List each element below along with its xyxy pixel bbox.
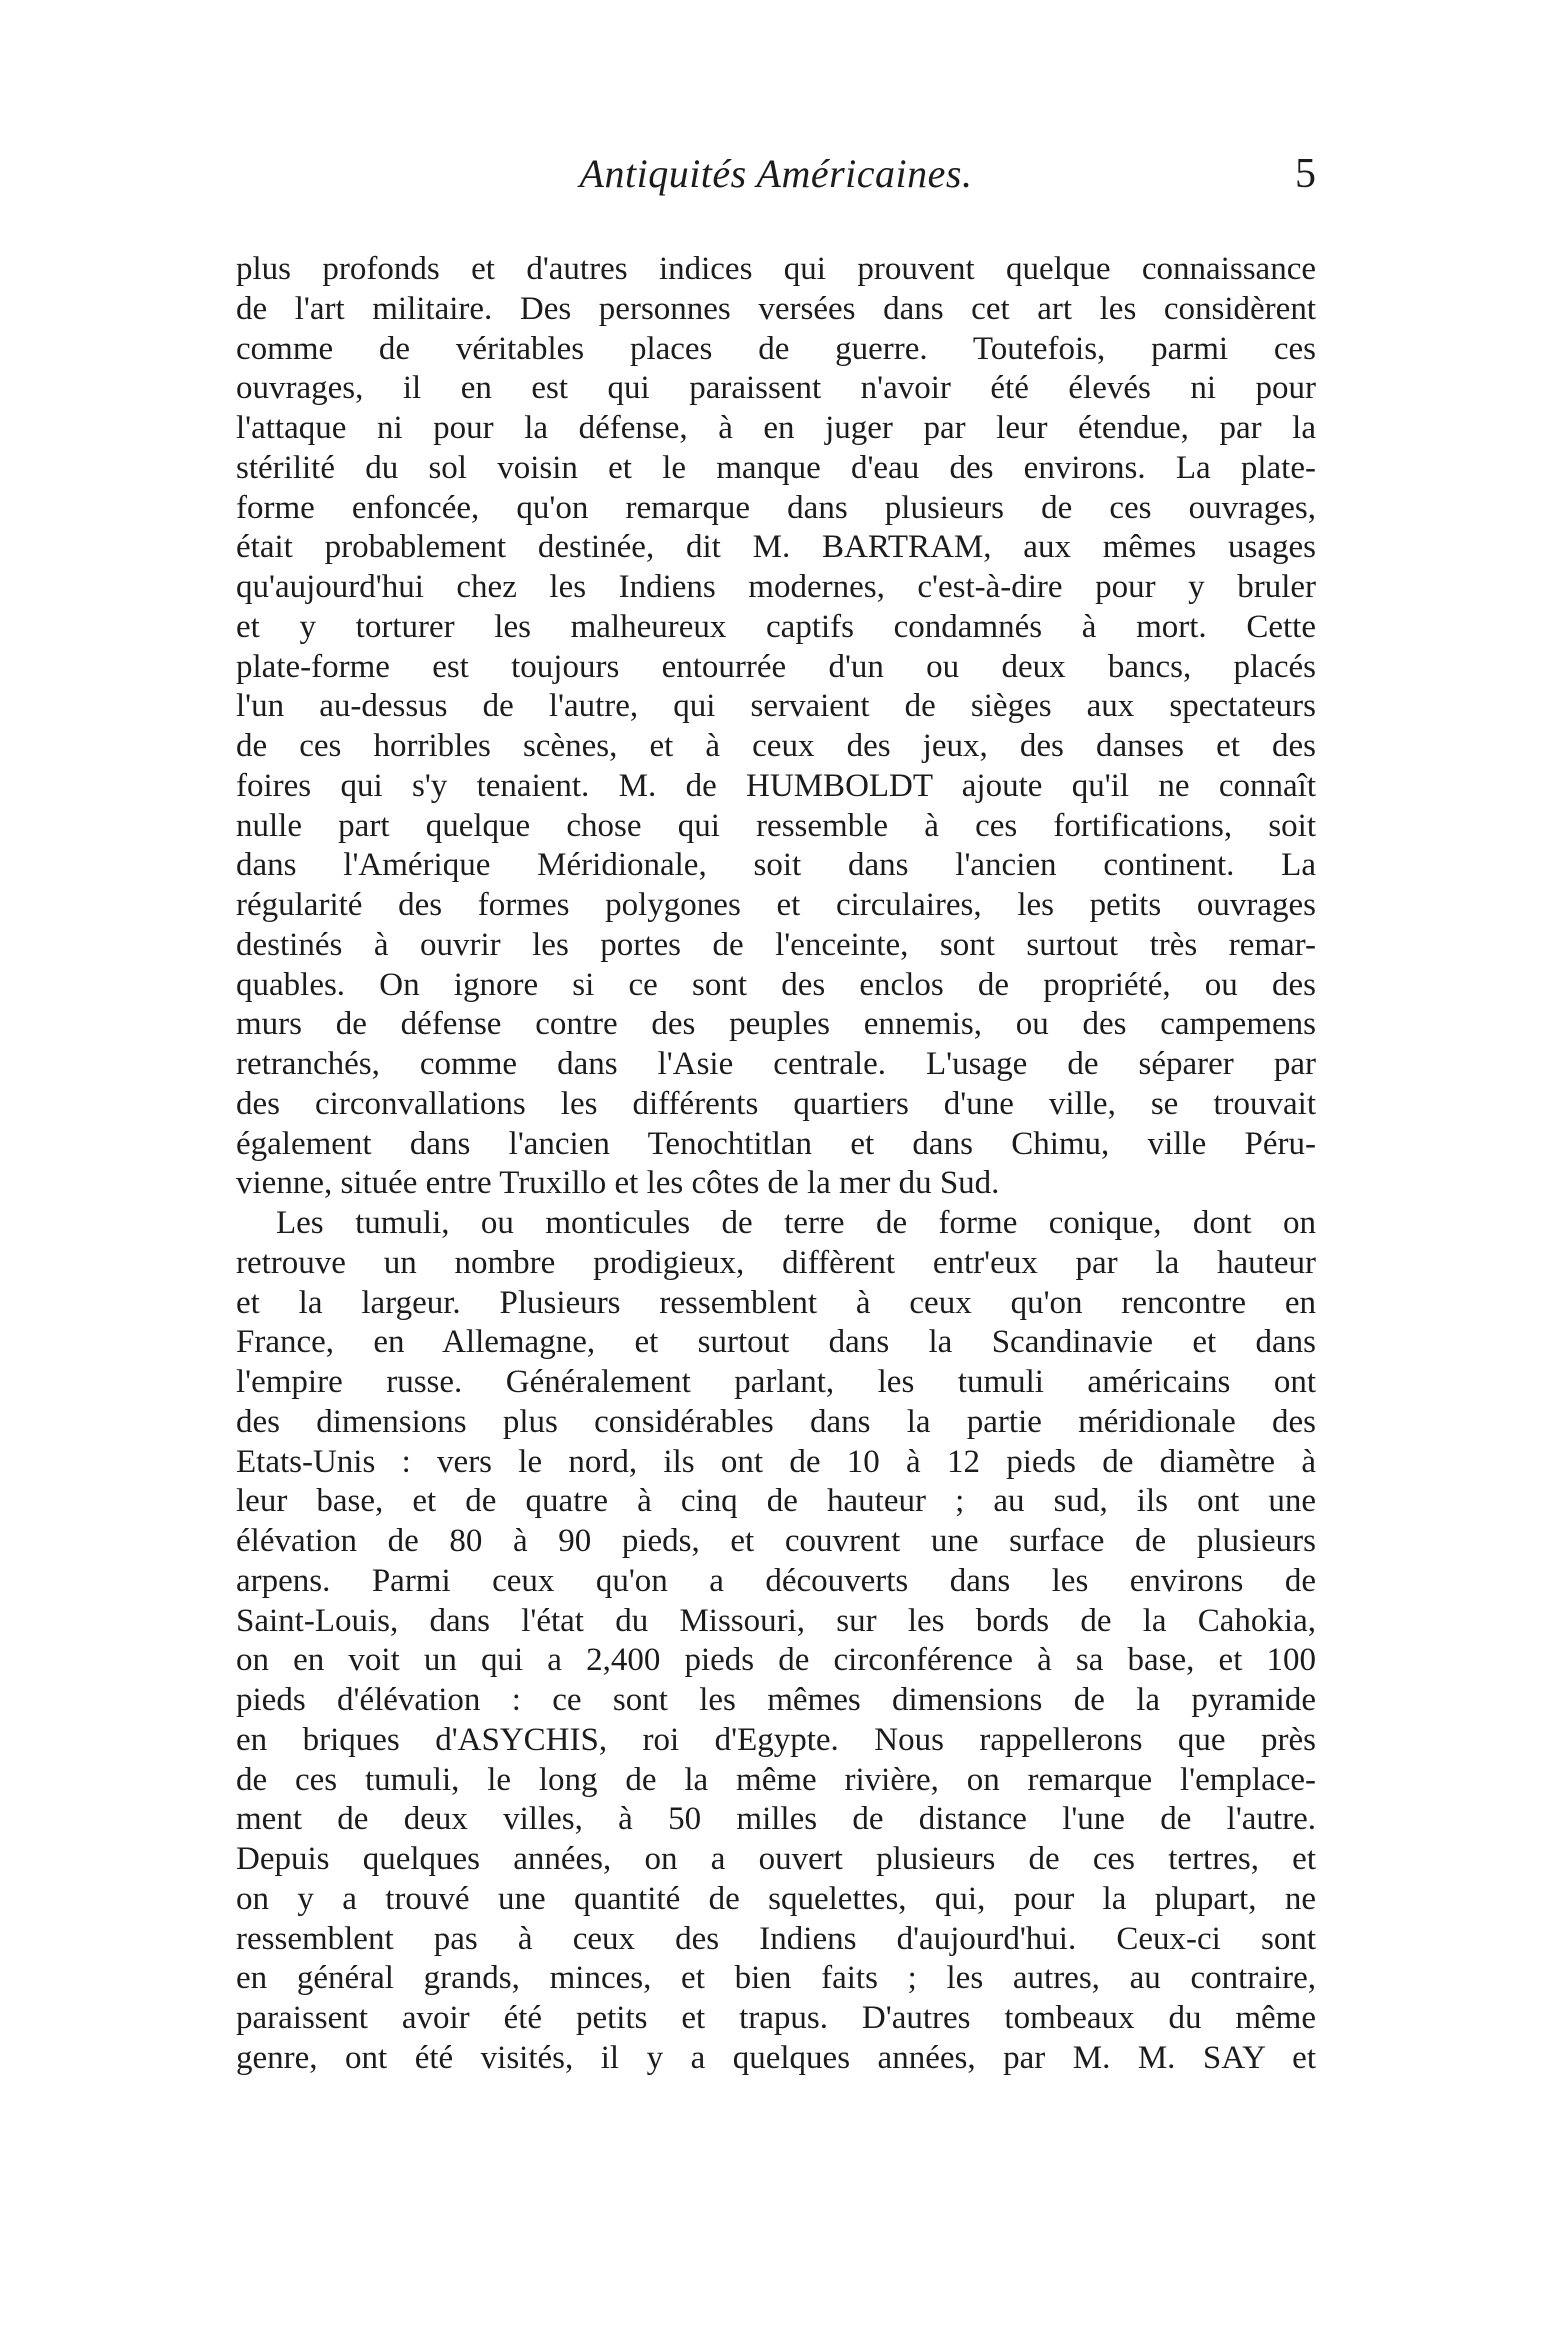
text-line: stérilité du sol voisin et le manque d'eau des environs. La plate- [236,449,1316,486]
text-line: qu'aujourd'hui chez les Indiens modernes, c'est-à-dire pour y bruler [236,569,1316,605]
text-line: l'un au-dessus de l'autre, qui servaient de sièges aux spectateurs [236,688,1316,725]
text-line: arpens. Parmi ceux qu'on a découverts dans les environs de [236,1562,1316,1599]
text-line: de ces tumuli, le long de la même rivière, on remarque l'emplace- [236,1761,1316,1798]
text-line: l'attaque ni pour la défense, à en juger par leur étendue, par la [236,410,1316,446]
text-line: quables. On ignore si ce sont des enclos de propriété, ou des [236,966,1316,1003]
running-head [236,150,1316,210]
page-number: 5 [1295,151,1316,197]
text-line: des dimensions plus considérables dans la partie méridionale des [236,1403,1316,1440]
running-title: Antiquités Américaines. [579,151,973,196]
text-line: plus profonds et d'autres indices qui prouvent quelque connaissance [236,251,1316,287]
text-line: nulle part quelque chose qui ressemble à ces fortifications, soit [236,807,1316,844]
text-line: leur base, et de quatre à cinq de hauteur ; au sud, ils ont une [236,1483,1316,1520]
text-line: l'empire russe. Généralement parlant, les tumuli américains ont [236,1364,1316,1400]
text-line: en général grands, minces, et bien faits ; les autres, au contraire, [236,1960,1316,1997]
text-line: dans l'Amérique Méridionale, soit dans l'ancien continent. La [236,847,1316,884]
text-line: on y a trouvé une quantité de squelettes, qui, pour la plupart, ne [236,1880,1316,1917]
text-line: de l'art militaire. Des personnes versées dans cet art les considèrent [236,290,1316,327]
text-line: plate-forme est toujours entourrée d'un ou deux bancs, placés [236,648,1316,685]
text-line: et la largeur. Plusieurs ressemblent à ceux qu'on rencontre en [236,1284,1316,1321]
text-line: en briques d'ASYCHIS, roi d'Egypte. Nous rappellerons que près [236,1721,1316,1758]
text-line: foires qui s'y tenaient. M. de HUMBOLDT ajoute qu'il ne connaît [236,767,1316,804]
text-line: pieds d'élévation : ce sont les mêmes dimensions de la pyramide [236,1682,1316,1718]
text-line: ouvrages, il en est qui paraissent n'avoir été élevés ni pour [236,370,1316,407]
text-line: murs de défense contre des peuples ennemis, ou des campemens [236,1006,1316,1043]
text-line: Depuis quelques années, on a ouvert plusieurs de ces tertres, et [236,1841,1316,1877]
text-line: de ces horribles scènes, et à ceux des jeux, des danses et des [236,728,1316,764]
text-line: était probablement destinée, dit M. BARTRAM, aux mêmes usages [236,529,1316,566]
text-line: ment de deux villes, à 50 milles de distance l'une de l'autre. [236,1801,1316,1838]
text-line: des circonvallations les différents quartiers d'une ville, se trouvait [236,1085,1316,1122]
text-line: vienne, située entre Truxillo et les côtes de la mer du Sud. [236,1165,1000,1202]
text-line: régularité des formes polygones et circulaires, les petits ouvrages [236,887,1316,923]
text-line: ressemblent pas à ceux des Indiens d'aujourd'hui. Ceux-ci sont [236,1920,1316,1957]
text-line: France, en Allemagne, et surtout dans la Scandinavie et dans [236,1324,1316,1361]
text-line: genre, ont été visités, il y a quelques années, par M. M. SAY et [236,2039,1316,2076]
text-line: retranchés, comme dans l'Asie centrale. L'usage de séparer par [236,1046,1316,1082]
body-text [236,250,1316,2079]
text-line: destinés à ouvrir les portes de l'enceinte, sont surtout très remar- [236,926,1316,963]
text-line: Saint-Louis, dans l'état du Missouri, sur les bords de la Cahokia, [236,1602,1316,1639]
text-line: et y torturer les malheureux captifs condamnés à mort. Cette [236,608,1316,645]
text-line: Les tumuli, ou monticules de terre de forme conique, dont on [276,1205,1316,1241]
text-line: forme enfoncée, qu'on remarque dans plusieurs de ces ouvrages, [236,489,1316,526]
text-line: comme de véritables places de guerre. Toutefois, parmi ces [236,330,1316,367]
text-line: également dans l'ancien Tenochtitlan et dans Chimu, ville Péru- [236,1125,1316,1162]
text-line: Etats-Unis : vers le nord, ils ont de 10 à 12 pieds de diamètre à [236,1443,1316,1480]
text-line: on en voit un qui a 2,400 pieds de circonférence à sa base, et 100 [236,1642,1316,1679]
text-line: paraissent avoir été petits et trapus. D'autres tombeaux du même [236,2000,1316,2036]
text-line: élévation de 80 à 90 pieds, et couvrent une surface de plusieurs [236,1523,1316,1559]
text-line: retrouve un nombre prodigieux, diffèrent entr'eux par la hauteur [236,1244,1316,1281]
